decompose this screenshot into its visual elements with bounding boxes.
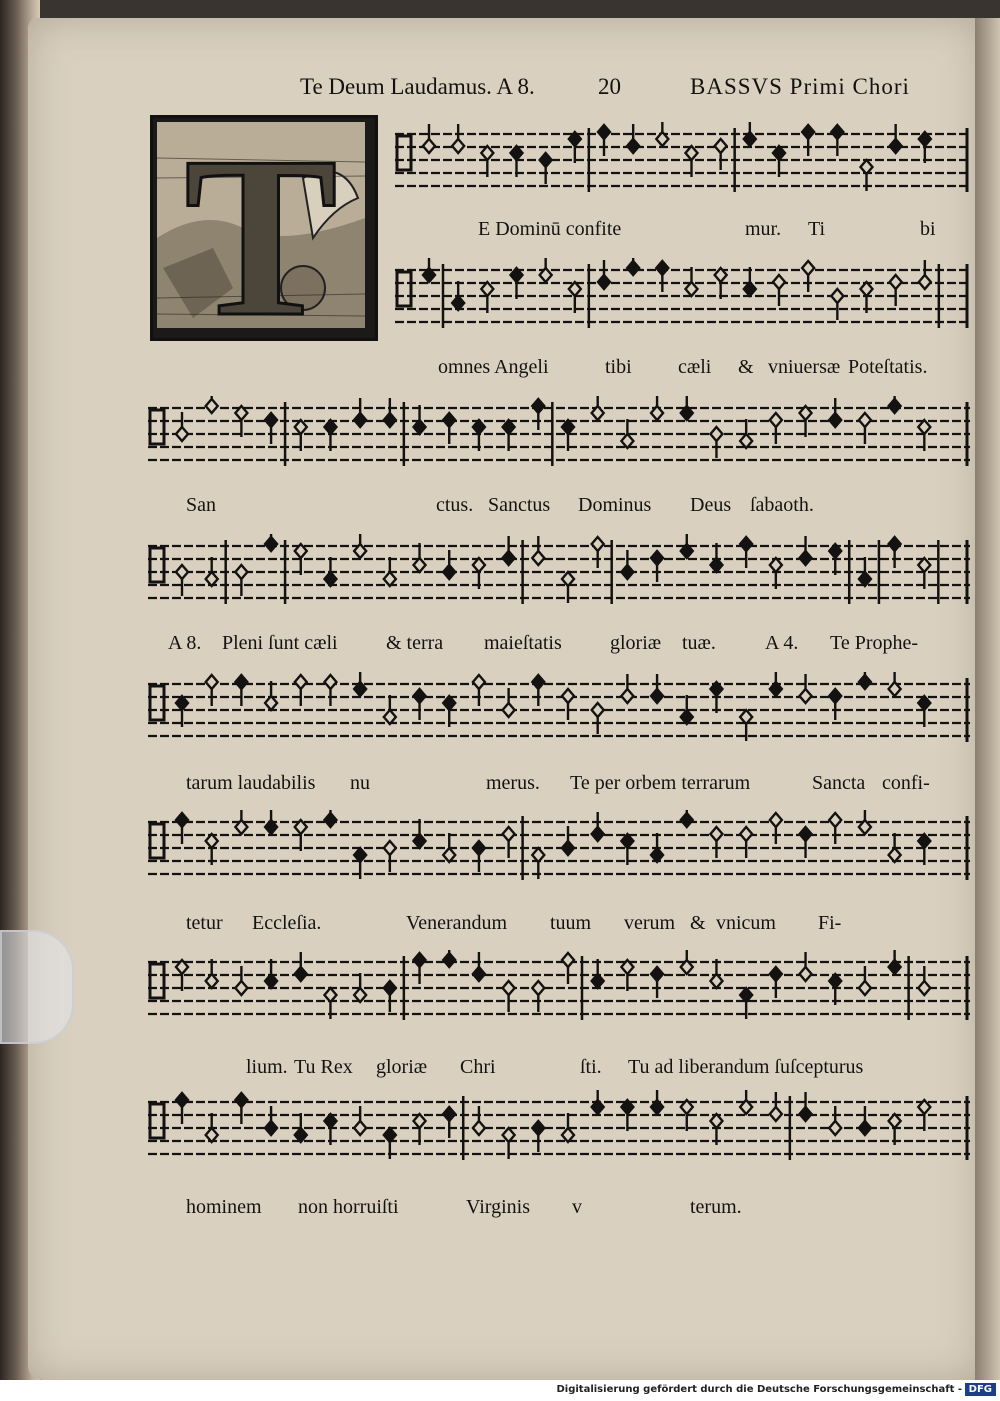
note	[773, 275, 785, 306]
lyric: ctus.	[436, 494, 474, 516]
note	[627, 258, 639, 275]
lyric: Ti	[808, 218, 826, 240]
note	[532, 981, 544, 1012]
lyric: ſabaoth.	[750, 494, 814, 516]
music-staff-2	[395, 258, 970, 338]
note	[651, 551, 663, 582]
note	[414, 953, 426, 984]
note	[890, 124, 902, 153]
note	[829, 689, 841, 720]
clef	[150, 686, 164, 720]
note	[503, 688, 515, 717]
note	[295, 675, 307, 706]
lyric: lium.	[246, 1056, 288, 1078]
decorated-initial-woodcut	[150, 115, 378, 341]
note	[859, 413, 871, 444]
music-staff-5	[148, 672, 970, 752]
footer-bar	[0, 1380, 1000, 1401]
lyric: Eccleſia.	[252, 912, 322, 934]
page-number: 20	[598, 74, 621, 99]
note	[770, 413, 782, 444]
note	[651, 674, 663, 703]
lyric: Dominus	[578, 494, 652, 516]
note	[829, 398, 841, 427]
note	[710, 543, 722, 572]
note	[740, 827, 752, 858]
note	[354, 1106, 366, 1135]
note	[562, 826, 574, 855]
note	[473, 675, 485, 706]
lyric: A 4.	[765, 632, 799, 654]
note	[770, 1092, 782, 1121]
note	[473, 1106, 485, 1135]
page-clip	[0, 930, 74, 1044]
note	[744, 267, 756, 296]
note	[710, 959, 722, 988]
lyric: v	[572, 1196, 582, 1218]
lyric: tibi	[605, 356, 632, 378]
music-staff-1	[395, 122, 970, 202]
note	[919, 260, 931, 289]
part-name: BASSVS Primi Chori	[690, 74, 910, 99]
note	[598, 260, 610, 289]
lyric: Te Prophe-	[830, 632, 919, 654]
note	[918, 966, 930, 995]
note	[443, 950, 455, 967]
note	[473, 841, 485, 872]
lyric: Virginis	[466, 1196, 530, 1218]
lyric: Te per orbem terrarum	[570, 772, 751, 794]
lyric: Fi-	[818, 912, 842, 934]
note	[621, 550, 633, 579]
note	[562, 689, 574, 720]
note	[206, 396, 218, 413]
note	[265, 681, 277, 710]
clef	[397, 272, 411, 306]
lyric: &	[690, 912, 706, 934]
note	[324, 675, 336, 706]
lyric: nu	[350, 772, 370, 794]
lyric: hominem	[186, 1196, 262, 1218]
note	[831, 289, 843, 320]
lyric: tarum laudabilis	[186, 772, 316, 794]
lyric: tuæ.	[682, 632, 716, 654]
clef	[150, 964, 164, 998]
note	[265, 959, 277, 988]
lyric: ſti.	[580, 1056, 602, 1078]
note	[651, 967, 663, 998]
lyric: Chri	[460, 1056, 496, 1078]
note	[414, 819, 426, 848]
note	[414, 689, 426, 720]
lyric: vnicum	[716, 912, 776, 934]
lyric: vniuersæ	[768, 356, 841, 378]
note	[384, 841, 396, 872]
note	[710, 427, 722, 458]
note	[503, 981, 515, 1012]
lyric: non horruiſti	[298, 1196, 399, 1218]
lyric: gloriæ	[376, 1056, 428, 1078]
clef	[150, 824, 164, 858]
note	[265, 534, 277, 551]
music-staff-7	[148, 950, 970, 1030]
lyric: Poteſtatis.	[848, 356, 928, 378]
music-staff-6	[148, 810, 970, 890]
lyric: bi	[920, 218, 936, 240]
note	[206, 675, 218, 706]
lyric: mur.	[745, 218, 782, 240]
note	[621, 674, 633, 703]
initial-letter: T	[184, 118, 338, 332]
next-page-edge	[975, 18, 1000, 1380]
note	[592, 959, 604, 988]
note	[384, 398, 396, 427]
note	[802, 261, 814, 292]
note	[176, 412, 188, 441]
note	[295, 952, 307, 981]
note	[414, 543, 426, 572]
note	[473, 952, 485, 981]
lyric: E Dominū confite	[478, 218, 622, 240]
note	[800, 952, 812, 981]
lyric: cæli	[678, 356, 712, 378]
lyric: Tu ad liberandum ſuſcepturus	[628, 1056, 864, 1078]
lyric: Pleni ſunt cæli	[222, 632, 338, 654]
music-staff-8	[148, 1090, 970, 1170]
note	[532, 399, 544, 430]
lyric: terum.	[690, 1196, 742, 1218]
note	[800, 1092, 812, 1121]
note	[324, 810, 336, 827]
note	[715, 139, 727, 170]
note	[384, 981, 396, 1012]
note	[503, 536, 515, 565]
note	[235, 966, 247, 995]
lyric: Venerandum	[406, 912, 508, 934]
note	[235, 565, 247, 596]
note	[889, 537, 901, 568]
lyric: San	[186, 494, 216, 516]
note	[800, 827, 812, 858]
note	[859, 1106, 871, 1135]
note	[176, 813, 188, 844]
clef	[150, 1104, 164, 1138]
note	[176, 1093, 188, 1124]
page-title: Te Deum Laudamus. A 8.	[300, 74, 535, 99]
note	[562, 953, 574, 984]
note	[829, 813, 841, 844]
note	[452, 124, 464, 153]
note	[235, 675, 247, 706]
note	[443, 550, 455, 579]
lyric: &	[738, 356, 754, 378]
note	[859, 672, 871, 689]
note	[800, 536, 812, 565]
clef	[150, 548, 164, 582]
lyric: A 8.	[168, 632, 202, 654]
note	[740, 537, 752, 568]
clef	[397, 136, 411, 170]
dfg-logo: DFG	[965, 1383, 996, 1396]
note	[770, 813, 782, 844]
note	[235, 1093, 247, 1124]
note	[414, 405, 426, 434]
note	[354, 398, 366, 427]
lyric: Sancta	[812, 772, 866, 794]
note	[592, 703, 604, 734]
note	[800, 674, 812, 703]
note	[859, 966, 871, 995]
note	[176, 565, 188, 596]
funding-credit: Digitalisierung gefördert durch die Deutsche Forschungsgemeinschaft -	[556, 1384, 962, 1395]
lyric: merus.	[486, 772, 540, 794]
lyric: tetur	[186, 912, 223, 934]
lyric: tuum	[550, 912, 592, 934]
music-staff-3	[148, 396, 970, 476]
note	[503, 827, 515, 858]
lyric: & terra	[386, 632, 444, 654]
clef	[150, 410, 164, 444]
note	[802, 125, 814, 156]
note	[592, 812, 604, 841]
note	[831, 125, 843, 156]
note	[598, 125, 610, 156]
note	[770, 967, 782, 998]
note	[423, 124, 435, 153]
note	[540, 153, 552, 184]
lyric: verum	[624, 912, 676, 934]
note	[889, 396, 901, 413]
note	[265, 1106, 277, 1135]
note	[686, 267, 698, 296]
note	[265, 413, 277, 444]
note	[532, 675, 544, 706]
note	[532, 1121, 544, 1152]
lyric: omnes Angeli	[438, 356, 549, 378]
note	[710, 827, 722, 858]
note	[890, 275, 902, 306]
note	[532, 536, 544, 565]
note	[443, 1107, 455, 1138]
note	[681, 810, 693, 827]
note	[829, 1106, 841, 1135]
note	[656, 261, 668, 292]
music-staff-4	[148, 534, 970, 614]
lyric: maieſtatis	[484, 632, 562, 654]
lyric: Deus	[690, 494, 732, 516]
note	[627, 124, 639, 153]
note	[443, 413, 455, 444]
note	[206, 959, 218, 988]
lyric: Sanctus	[488, 494, 551, 516]
lyric: confi-	[882, 772, 930, 794]
note	[592, 537, 604, 568]
lyric: Tu Rex	[294, 1056, 353, 1078]
lyric: gloriæ	[610, 632, 662, 654]
